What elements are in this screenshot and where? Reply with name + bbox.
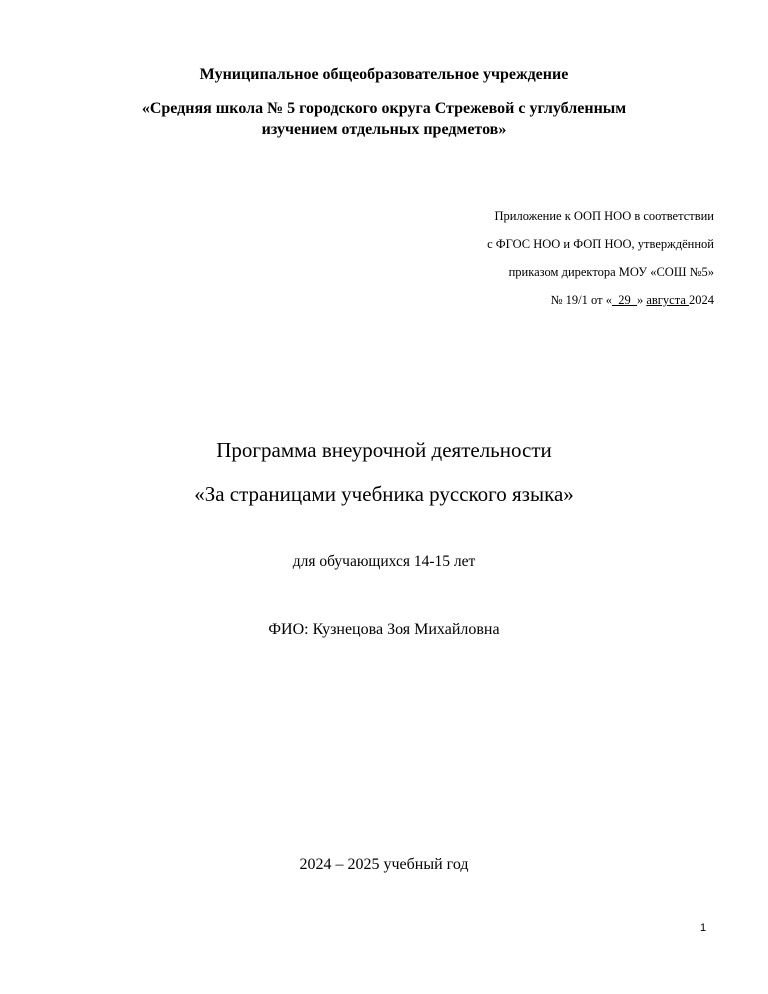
program-author: ФИО: Кузнецова Зоя Михайловна: [268, 621, 500, 638]
order-day: _29_: [611, 293, 637, 307]
order-number: № 19/1 от «: [550, 293, 612, 307]
academic-year: 2024 – 2025 учебный год: [299, 856, 469, 873]
program-title: Программа внеурочной деятельности: [216, 438, 552, 462]
school-name-line-2: изучением отдельных предметов»: [261, 121, 507, 138]
attachment-order-line: [551, 293, 714, 308]
program-subtitle: «За страницами учебника русского языка»: [194, 482, 574, 506]
order-day-close: »: [636, 293, 647, 307]
school-name-line-1: «Средняя школа № 5 городского округа Стрежевой с углубленным: [141, 100, 627, 117]
attachment-line-2: с ФГОС НОО и ФОП НОО, утверждённой: [487, 237, 714, 251]
order-month: августа: [646, 293, 689, 307]
order-year: 2024: [689, 293, 714, 307]
attachment-line-1: Приложение к ООП НОО в соответствии: [494, 209, 714, 223]
page-number: 1: [700, 922, 707, 934]
attachment-line-3: приказом директора МОУ «СОШ №5»: [508, 265, 714, 279]
school-name: [0, 98, 768, 140]
program-audience: для обучающихся 14-15 лет: [292, 553, 476, 570]
institution-title: Муниципальное общеобразовательное учреждение: [199, 66, 569, 83]
